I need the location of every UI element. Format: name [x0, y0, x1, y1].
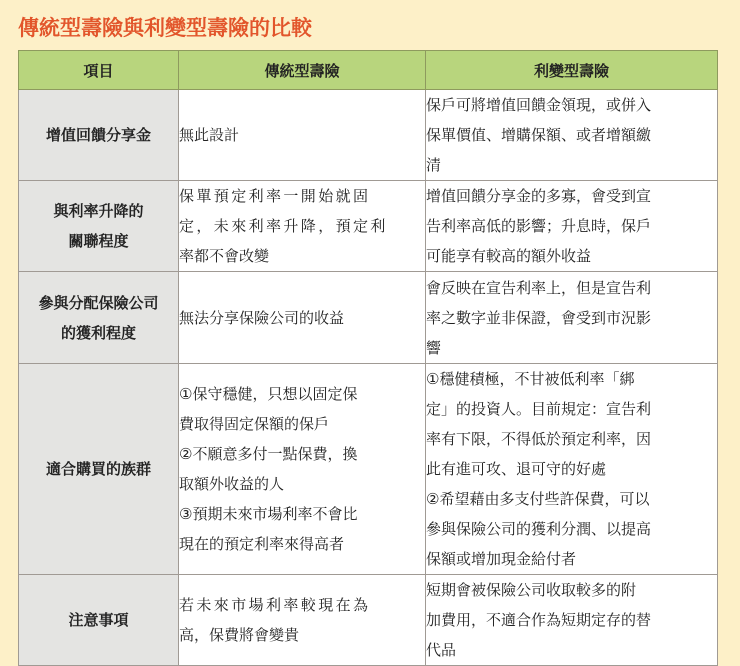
cell-line: 高，保費將會變貴: [179, 626, 300, 644]
variable-cell: [426, 272, 718, 364]
variable-cell: [426, 90, 718, 181]
comparison-table: [18, 50, 718, 666]
table-header-row: [19, 51, 718, 90]
cell-line: 率之數字並非保證，會受到市況影: [426, 308, 652, 327]
traditional-cell: [179, 575, 426, 666]
cell-line: 率有下限，不得低於預定利率，因: [426, 430, 652, 448]
cell-line: 增值回饋分享金的多寡，會受到宣: [426, 187, 652, 205]
cell-line: 短期會被保險公司收取較多的附: [426, 581, 637, 599]
cell-line: ①保守穩健，只想以固定保: [179, 385, 358, 403]
cell-line: 保單預定利率一開始就固: [179, 187, 371, 205]
cell-line: 保戶可將增值回饋金領現，或併入: [426, 96, 652, 114]
cell-line: ③預期未來市場利率不會比: [179, 505, 358, 523]
cell-line: ②希望藉由多支付些許保費，可以: [426, 490, 650, 508]
cell-line: 可能享有較高的額外收益: [426, 247, 592, 265]
cell-line: 清: [426, 156, 442, 174]
cell-line: 定，未來利率升降，預定利: [179, 217, 388, 235]
header-variable: 利變型壽險: [426, 51, 718, 90]
table-row: [19, 272, 718, 364]
row-label: [19, 272, 179, 364]
cell-line: 代品: [426, 641, 457, 659]
row-label-text: 注意事項: [68, 611, 129, 629]
traditional-cell: [179, 181, 426, 272]
table-row: [19, 181, 718, 272]
variable-cell: [426, 364, 718, 575]
row-label-text: 適合購買的族群: [45, 460, 151, 478]
page-title: 傳統型壽險與利變型壽險的比較: [18, 16, 312, 40]
cell-line: 無法分享保險公司的收益: [179, 308, 345, 327]
header-traditional: 傳統型壽險: [179, 51, 426, 90]
cell-line: 保單價值、增購保額、或者增額繳: [426, 126, 652, 144]
row-label: [19, 364, 179, 575]
row-label-text: 增值回饋分享金: [45, 126, 151, 144]
row-label-text: 關聯程度: [68, 232, 129, 250]
cell-line: 若未來市場利率較現在為: [179, 596, 371, 614]
cell-line: 率都不會改變: [179, 247, 270, 265]
cell-line: 取額外收益的人: [179, 475, 285, 493]
row-label: [19, 90, 179, 181]
traditional-cell: [179, 272, 426, 364]
cell-line: 此有進可攻、退可守的好處: [426, 460, 607, 478]
cell-line: 加費用，不適合作為短期定存的替: [426, 611, 652, 629]
traditional-cell: [179, 364, 426, 575]
row-label-text: 與利率升降的: [53, 202, 144, 220]
cell-line: ②不願意多付一點保費，換: [179, 445, 358, 463]
cell-line: 現在的預定利率來得高者: [179, 535, 345, 553]
cell-line: 參與保險公司的獲利分潤、以提高: [426, 520, 652, 538]
row-label: [19, 575, 179, 666]
variable-cell: [426, 575, 718, 666]
traditional-cell: [179, 90, 426, 181]
cell-line: 響: [426, 338, 442, 357]
row-label: [19, 181, 179, 272]
cell-line: ①穩健積極，不甘被低利率「綁: [426, 370, 635, 388]
variable-cell: [426, 181, 718, 272]
cell-line: 無此設計: [179, 126, 240, 144]
table-row: [19, 364, 718, 575]
row-label-text: 參與分配保險公司: [38, 293, 159, 312]
cell-line: 會反映在宣告利率上，但是宣告利: [426, 278, 652, 297]
row-label-text: 的獲利程度: [60, 323, 136, 342]
cell-line: 定」的投資人。目前規定：宣告利: [426, 400, 652, 418]
cell-line: 保額或增加現金給付者: [426, 550, 577, 568]
cell-line: 費取得固定保額的保戶: [179, 415, 330, 433]
table-row: [19, 575, 718, 666]
table-row: [19, 90, 718, 181]
cell-line: 告利率高低的影響；升息時，保戶: [426, 217, 652, 235]
header-item: 項目: [19, 51, 179, 90]
